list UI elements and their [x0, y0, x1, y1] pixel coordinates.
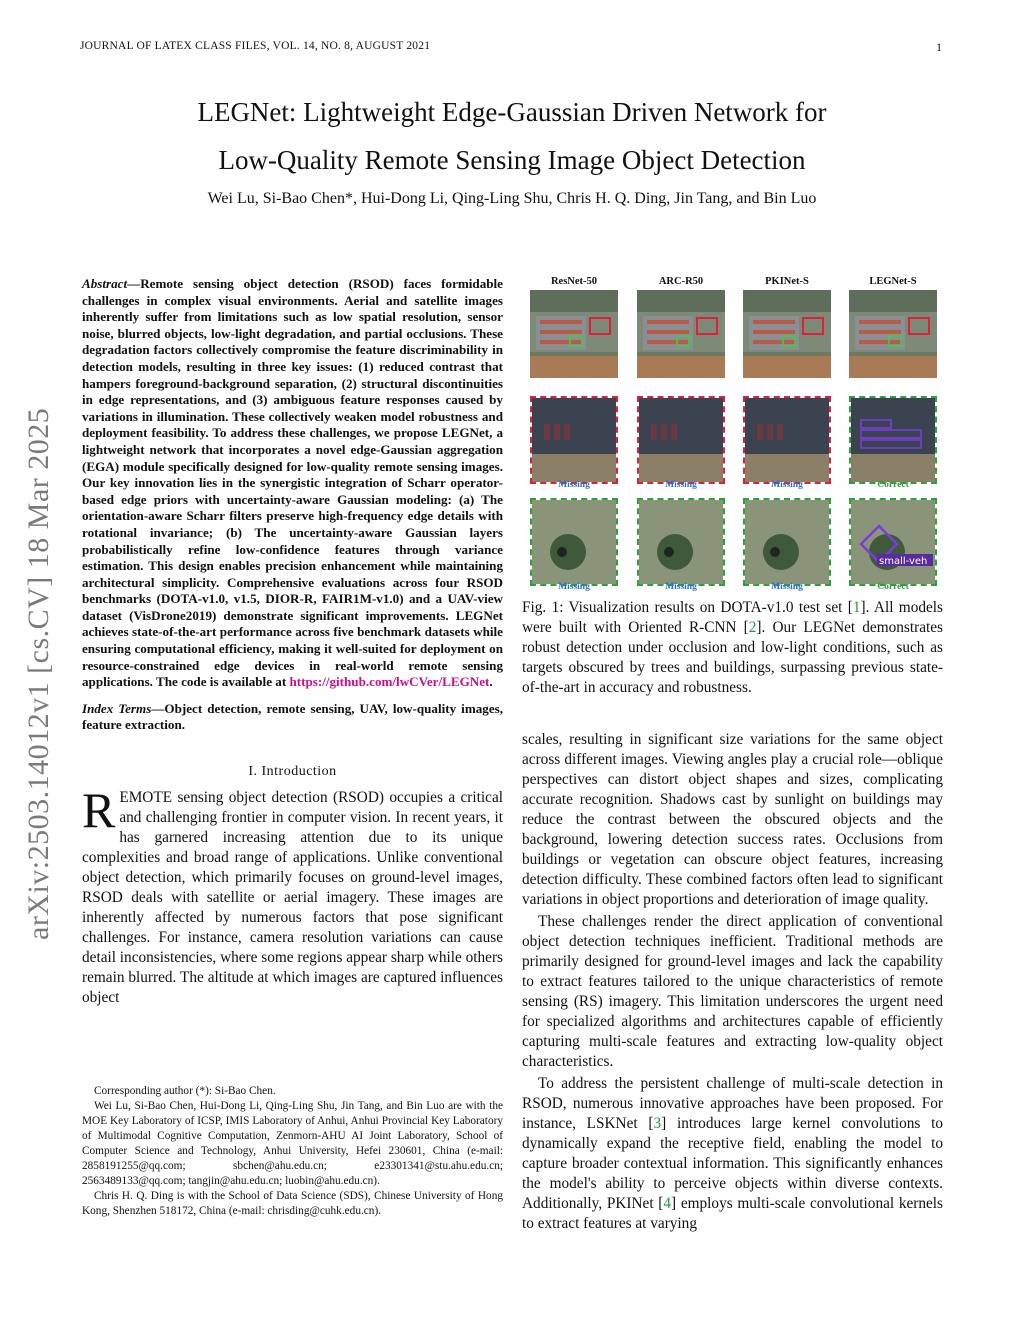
figure-image-row1-resnet50 — [530, 290, 618, 378]
right-p3-text-3: ] employs multi-scale convolutional kernels to extract features at varying — [522, 1195, 944, 1232]
abstract — [82, 276, 503, 691]
right-column — [522, 730, 943, 1236]
detection-label: small-veh — [879, 556, 928, 567]
model-label-arc-r50: ARC-R50 — [658, 276, 704, 287]
figure-image-row1-legnet-s — [849, 290, 937, 378]
model-label-resnet50: ResNet-50 — [550, 276, 598, 287]
figure-image-row2-arc-r50 — [637, 396, 725, 484]
figure-image-row3-legnet-s — [849, 498, 937, 586]
intro-text: sensing object detection (RSOD) occupies a critical and challenging frontier in computer vision. In recent years, it has garnered increasing attention due to its unique complexities and broad range of applications. Unlike conventional object detection, which primarily focuses on ground-level images, RSOD deals with satellite or aerial imagery. These images are inherently affected by numerous factors that pose significant challenges. For instance, camera resolution variations can cause detail inconsistencies, where some regions appear sharp while others remain blurred. The altitude at which images are captured influences object — [82, 789, 503, 1007]
figure-image-row2-legnet-s — [849, 396, 937, 484]
footnote-affiliation-1: Wei Lu, Si-Bao Chen, Hui-Dong Li, Qing-Ling Shu, Jin Tang, and Bin Luo are with the MOE Key Laboratory of ICSP, IMIS Laboratory of Anhui, Anhui Provincial Key Laboratory of Multimodal Cognitive Computation, Zenmorn-AHU AI Joint Laboratory, School of Computer Science and Technology, Anhui University, Hefei 230601, China (e-mail: 2858191255@qq.com; sbchen@ahu.edu.cn; e23301341@stu.ahu.edu.cn; 2563489133@qq.com; tangjin@ahu.edu.cn; luobin@ahu.edu.cn). — [82, 1100, 503, 1187]
footnote-corresponding: Corresponding author (*): Si-Bao Chen. — [94, 1085, 276, 1097]
index-terms — [82, 701, 503, 734]
right-p3-text-2: ] introduces large kernel convolutions to dynamically expand the receptive field, enabling the model to capture broader contextual information. This significantly enhances the model's ability to perceive objects within diverse contexts. Additionally, PKINet [ — [522, 1115, 943, 1212]
left-column — [82, 276, 503, 1008]
right-p3-text-1: To address the persistent challenge of multi-scale detection in RSOD, numerous innovative approaches have been proposed. For instance, LSKNet [ — [522, 1075, 943, 1132]
figure-caption — [522, 598, 943, 698]
footnote-affiliation-2: Chris H. Q. Ding is with the School of Data Science (SDS), Chinese University of Hong Kong, Shenzhen 518172, China (e-mail: chrisding@cuhk.edu.cn). — [82, 1190, 503, 1217]
page-number: 1 — [936, 40, 942, 54]
figure-image-row3-pkinet-s — [743, 498, 831, 586]
citation-link-2[interactable]: 2 — [748, 619, 757, 636]
title-line-1: LEGNet: Lightweight Edge-Gaussian Driven Network for — [197, 97, 827, 127]
model-label-pkinet-s: PKINet-S — [765, 276, 809, 287]
citation-link-4[interactable]: 4 — [663, 1195, 672, 1212]
paper-title — [0, 88, 1024, 184]
caption-text-2: ]. All models were built with Oriented R-CNN [ — [522, 599, 943, 636]
index-terms-lead: Index Terms — [82, 700, 152, 716]
right-paragraph-3 — [522, 1074, 943, 1234]
figure-image-row3-arc-r50 — [637, 498, 725, 586]
caption-text-3: ]. Our LEGNet demonstrates robust detection under occlusion and low-light conditions, such as targets obscured by trees and buildings, surpassing previous state-of-the-art in accuracy and robustness. — [522, 619, 943, 696]
result-label-row3-pkinet-s: Missing — [771, 582, 803, 592]
result-label-row3-arc-r50: Missing — [665, 582, 697, 592]
author-list: Wei Lu, Si-Bao Chen*, Hui-Dong Li, Qing-Ling Shu, Chris H. Q. Ding, Jin Tang, and Bin Luo — [207, 190, 817, 207]
footnotes — [82, 1084, 503, 1219]
result-label-row2-arc-r50: Missing — [665, 480, 697, 490]
abstract-end: . — [489, 674, 493, 690]
arxiv-stamp: arXiv:2503.14012v1 [cs.CV] 18 Mar 2025 — [22, 407, 55, 940]
figure-image-row1-arc-r50 — [637, 290, 725, 378]
result-label-row2-legnet-s: Correct — [877, 480, 909, 490]
model-label-legnet-s: LEGNet-S — [869, 276, 917, 287]
abstract-lead: Abstract — [82, 276, 128, 291]
intro-paragraph — [82, 782, 503, 1008]
result-label-row3-legnet-s: Correct — [877, 582, 909, 592]
result-label-row3-resnet50: Missing — [558, 582, 590, 592]
dropcap: R — [82, 782, 116, 839]
index-terms-text: —Object detection, remote sensing, UAV, low-quality images, feature extraction. — [82, 700, 504, 733]
right-paragraph-1: scales, resulting in significant size variations for the same object across different images. Viewing angles play a crucial role—oblique perspectives can distort object shapes and sizes, complicating accurate recognition. Shadows cast by sunlight on buildings may reduce the contrast between the obscured objects and the background, lowering detection success rates. Occlusions from buildings or vegetation can obscure object features, increasing detection difficulty. These combined factors often lead to significant variations in object proportions and deterioration of image quality. — [522, 731, 943, 908]
abstract-text: —Remote sensing object detection (RSOD) faces formidable challenges in complex visual environments. Aerial and satellite images inherently suffer from limitations such as low spatial resolution, sensor noise, blurred objects, low-light degradation, and partial occlusions. These degradation factors collectively compromise the feature discriminability in detection models, resulting in three key issues: (1) reduced contrast that hampers foreground-background separation, (2) structural discontinuities in edge representations, and (3) ambiguous feature responses caused by variations in illumination. These collectively weaken model robustness and deployment feasibility. To address these challenges, we propose LEGNet, a lightweight network that incorporates a novel edge-Gaussian aggregation (EGA) module specifically designed for low-quality remote sensing images. Our key innovation lies in the synergistic integration of Scharr operator-based edge priors with uncertainty-aware Gaussian modeling: (a) The orientation-aware Scharr filters preserve high-frequency edge details with rotational invariance; (b) The uncertainty-aware Gaussian layers probabilistically refine low-confidence features through variance estimation. This design enables precision enhancement while maintaining architectural simplicity. Comprehensive evaluations across four RSOD benchmarks (DOTA-v1.0, v1.5, DIOR-R, FAIR1M-v1.0) and a UAV-view dataset (VisDrone2019) demonstrate significant improvements. LEGNet achieves state-of-the-art performance across five benchmark datasets while ensuring computational efficiency, making it well-suited for deployment on resource-constrained edge devices in real-world remote sensing applications. The code is available at — [82, 276, 503, 690]
section-heading-introduction: I. Introduction — [248, 764, 337, 780]
result-label-row2-pkinet-s: Missing — [771, 480, 803, 490]
title-line-2: Low-Quality Remote Sensing Image Object Detection — [218, 145, 806, 175]
citation-link-3[interactable]: 3 — [653, 1115, 662, 1132]
result-label-row2-resnet50: Missing — [558, 480, 590, 490]
figure-image-row3-resnet50 — [530, 498, 618, 586]
code-link[interactable]: https://github.com/lwCVer/LEGNet — [289, 674, 490, 690]
right-paragraph-2: These challenges render the direct application of conventional object detection techniques inefficient. Traditional methods are primarily designed for ground-level images and lack the capability to extract features tailored to the unique characteristics of remote sensing (RS) imagery. This limitation underscores the urgent need for specialized algorithms and architectures capable of efficiently capturing multi-scale features and extracting low-quality object characteristics. — [522, 913, 943, 1070]
figure-image-row1-pkinet-s — [743, 290, 831, 378]
intro-first-word: EMOTE — [119, 789, 173, 807]
running-head: JOURNAL OF LATEX CLASS FILES, VOL. 14, NO. 8, AUGUST 2021 — [80, 40, 431, 52]
figure-1 — [522, 272, 943, 600]
figure-image-row2-resnet50 — [530, 396, 618, 484]
figure-image-row2-pkinet-s — [743, 396, 831, 484]
citation-link-1[interactable]: 1 — [852, 599, 861, 616]
caption-text-1: Fig. 1: Visualization results on DOTA-v1.0 test set [ — [522, 599, 853, 616]
